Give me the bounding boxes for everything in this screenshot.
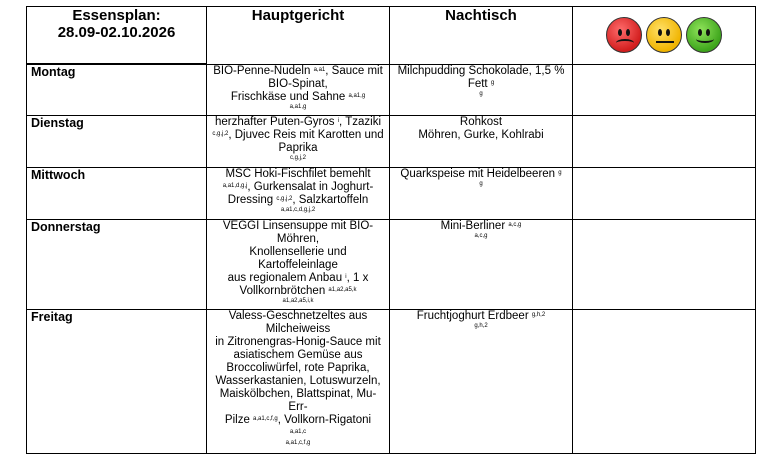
dessert: Mini-Berliner $^{a,c,g}$ a,c,g bbox=[390, 219, 573, 309]
table-row bbox=[27, 309, 756, 453]
plan-title bbox=[27, 7, 207, 65]
header-row bbox=[27, 7, 756, 65]
main-dish: BIO-Penne-Nudeln $^{a,a1}$, Sauce mit BIO-Spinat, Frischkäse und Sahne $^{a,a1,g}$ a,a1,g bbox=[207, 64, 390, 115]
dessert: Rohkost Möhren, Gurke, Kohlrabi bbox=[390, 115, 573, 167]
table-row bbox=[27, 219, 756, 309]
main-dish: Valess-Geschnetzeltes aus Milcheiweiss in Zitronengras-Honig-Sauce mit asiatischem Gemüse aus Broccoliwürfel, rote Paprika, Wasserkastanien, Lotuswurzeln, Maiskölbchen, Blattspinat, Mu-Err- Pilze $^{a,a1,c,f,g}$, Vollkorn-Rigatoni $^{a,a1,c}$ a,a1,c,f,g bbox=[207, 309, 390, 453]
main-dish: herzhafter Puten-Gyros $^i$, Tzaziki $^{c,g,j,2}$, Djuvec Reis mit Karotten und Paprika c,g,j,2 bbox=[207, 115, 390, 167]
table-row bbox=[27, 115, 756, 167]
happy-face-icon[interactable] bbox=[686, 17, 722, 53]
dessert: Fruchtjoghurt Erdbeer $^{g,h,2}$ g,h,2 bbox=[390, 309, 573, 453]
main-dish: MSC Hoki-Fischfilet bemehlt $^{a,a1,d,g,j}$, Gurkensalat in Joghurt-Dressing $^{c,g,j,2}$, Salzkartoffeln a,a1,c,d,g,j,2 bbox=[207, 167, 390, 219]
col-header-dessert: Nachtisch bbox=[390, 7, 573, 65]
dessert: Milchpudding Schokolade, 1,5 % Fett $^g$ g bbox=[390, 64, 573, 115]
rating-cell[interactable] bbox=[573, 64, 756, 115]
sad-face-icon[interactable] bbox=[606, 17, 642, 53]
rating-header bbox=[573, 7, 756, 65]
rating-cell[interactable] bbox=[573, 219, 756, 309]
meal-plan-table bbox=[26, 6, 756, 454]
table-row bbox=[27, 167, 756, 219]
plan-title-label: Essensplan: bbox=[72, 7, 161, 24]
dessert: Quarkspeise mit Heidelbeeren $^g$ g bbox=[390, 167, 573, 219]
plan-date-range: 28.09-02.10.2026 bbox=[57, 24, 176, 41]
neutral-face-icon[interactable] bbox=[646, 17, 682, 53]
main-dish: VEGGI Linsensuppe mit BIO-Möhren, Knollensellerie und Kartoffeleinlage aus regionalem Anbau $^i$, 1 x Vollkornbrötchen $^{a1,a2,a5,k}$ a1,a2,a5,i,k bbox=[207, 219, 390, 309]
table-row bbox=[27, 64, 756, 115]
day-label: Freitag bbox=[27, 309, 207, 453]
rating-cell[interactable] bbox=[573, 115, 756, 167]
rating-cell[interactable] bbox=[573, 167, 756, 219]
day-label: Donnerstag bbox=[27, 219, 207, 309]
col-header-main: Hauptgericht bbox=[207, 7, 390, 65]
day-label: Dienstag bbox=[27, 115, 207, 167]
day-label: Montag bbox=[27, 64, 207, 115]
rating-cell[interactable] bbox=[573, 309, 756, 453]
day-label: Mittwoch bbox=[27, 167, 207, 219]
